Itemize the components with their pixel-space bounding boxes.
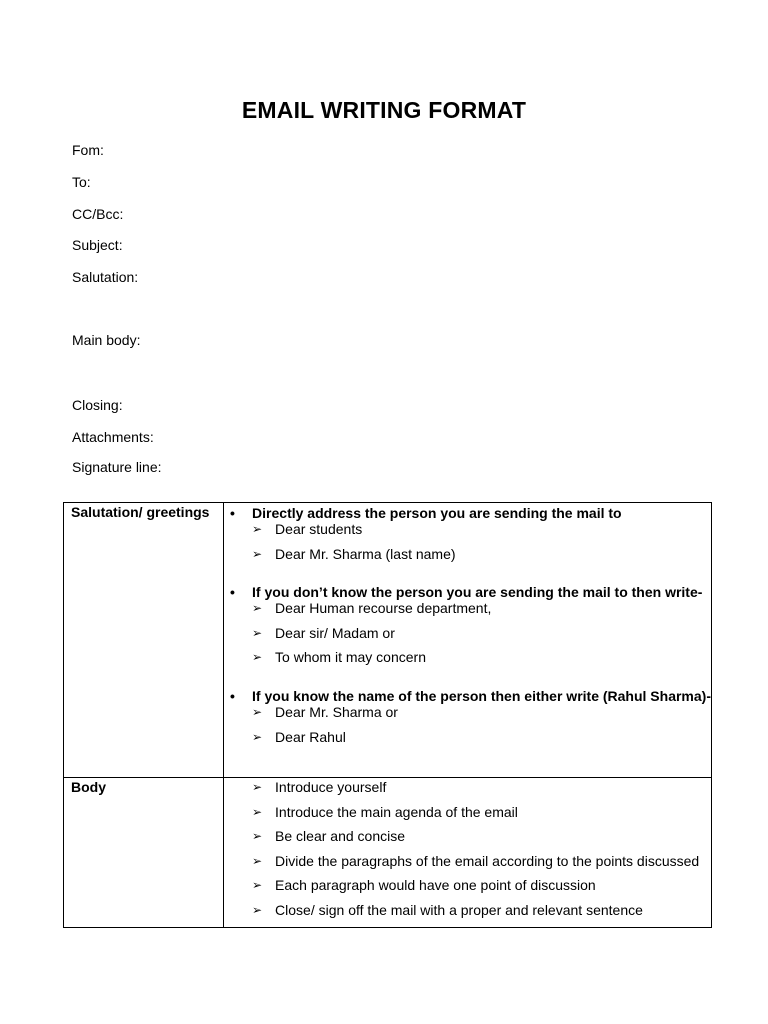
email-format-guide-table <box>63 502 712 928</box>
salutation-group-3 <box>224 688 711 753</box>
arrow-bullet-icon: ➢ <box>252 780 263 794</box>
arrow-bullet-icon: ➢ <box>252 878 263 893</box>
salutation-content-cell <box>224 503 712 778</box>
bullet-heading: • Directly address the person you are sending the mail to <box>230 505 622 521</box>
bullet-heading: • If you know the name of the person then either write (Rahul Sharma)- <box>230 687 711 704</box>
arrow-bullet-icon: ➢ <box>252 650 263 665</box>
arrow-bullet-icon: ➢ <box>252 902 263 917</box>
body-label-cell <box>64 778 224 928</box>
arrow-bullet-icon: ➢ <box>252 546 263 561</box>
arrow-bullet-icon: ➢ <box>252 625 263 640</box>
bullet-dot-icon: • <box>230 505 235 521</box>
list-item: ➢ Dear Human recourse department, <box>252 600 492 617</box>
list-item: ➢ Dear Mr. Sharma or <box>252 703 398 720</box>
bullet-heading: • If you don’t know the person you are sending the mail to then write- <box>230 584 703 601</box>
arrow-bullet-icon: ➢ <box>252 704 263 719</box>
list-item: ➢ Introduce yourself <box>252 779 387 795</box>
salutation-label: Salutation/ greetings <box>71 504 210 520</box>
main-body-field-label: Main body: <box>72 332 141 348</box>
attachments-field-label: Attachments: <box>72 429 154 445</box>
salutation-group-1 <box>224 503 711 584</box>
to-field-label: To: <box>72 174 91 190</box>
arrow-bullet-icon: ➢ <box>252 522 263 536</box>
bullet-dot-icon: • <box>230 584 235 601</box>
arrow-bullet-icon: ➢ <box>252 829 263 844</box>
list-item: ➢ Each paragraph would have one point of discussion <box>252 877 596 894</box>
list-item: ➢ Be clear and concise <box>252 828 406 845</box>
list-item: ➢ Introduce the main agenda of the email <box>252 803 518 820</box>
list-item: ➢ Divide the paragraphs of the email according to the points discussed <box>252 852 700 869</box>
list-item: ➢ Dear sir/ Madam or <box>252 624 395 641</box>
from-field-label: Fom: <box>72 142 104 158</box>
list-item: ➢ Dear Mr. Sharma (last name) <box>252 545 456 562</box>
arrow-bullet-icon: ➢ <box>252 729 263 744</box>
cc-bcc-field-label: CC/Bcc: <box>72 206 124 222</box>
table-row <box>64 778 712 928</box>
body-content-cell <box>224 778 712 928</box>
signature-line-field-label: Signature line: <box>72 459 162 475</box>
subject-field-label: Subject: <box>72 237 123 253</box>
bullet-dot-icon: • <box>230 687 235 704</box>
list-item: ➢ Dear students <box>252 521 363 537</box>
closing-field-label: Closing: <box>72 397 123 413</box>
list-item: ➢ To whom it may concern <box>252 649 426 666</box>
body-label: Body <box>71 779 106 795</box>
salutation-group-2 <box>224 584 711 688</box>
table-row <box>64 503 712 778</box>
salutation-label-cell <box>64 503 224 778</box>
list-item: ➢ Dear Rahul <box>252 728 346 745</box>
salutation-field-label: Salutation: <box>72 269 139 285</box>
list-item: ➢ Close/ sign off the mail with a proper and relevant sentence <box>252 901 643 918</box>
arrow-bullet-icon: ➢ <box>252 601 263 616</box>
page-title: EMAIL WRITING FORMAT <box>241 97 527 123</box>
arrow-bullet-icon: ➢ <box>252 853 263 868</box>
arrow-bullet-icon: ➢ <box>252 804 263 819</box>
